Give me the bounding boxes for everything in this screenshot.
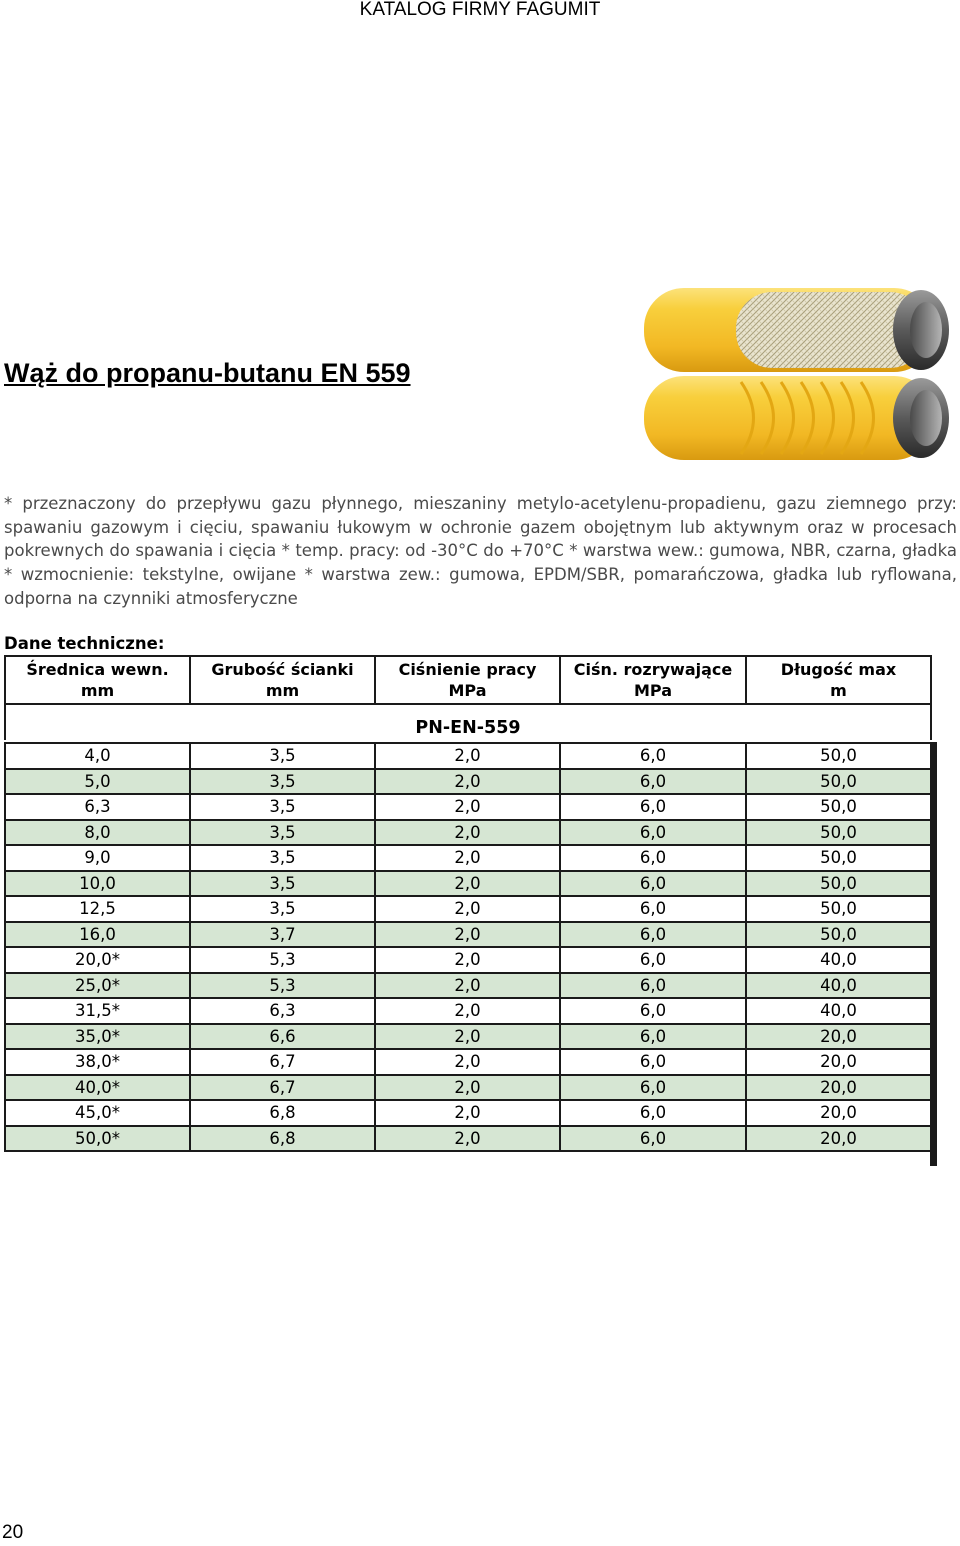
cell-max-length: 50,0 [746, 871, 931, 897]
cell-working-pressure: 2,0 [375, 1024, 560, 1050]
table-row [5, 896, 931, 922]
table-row [5, 1126, 931, 1152]
cell-working-pressure: 2,0 [375, 947, 560, 973]
cell-burst-pressure: 6,0 [560, 1024, 746, 1050]
cell-working-pressure: 2,0 [375, 922, 560, 948]
cell-wall-thickness: 6,8 [190, 1100, 375, 1126]
cell-max-length: 40,0 [746, 947, 931, 973]
cell-wall-thickness: 3,5 [190, 820, 375, 846]
cell-working-pressure: 2,0 [375, 1100, 560, 1126]
cell-max-length: 20,0 [746, 1075, 931, 1101]
catalog-header: KATALOG FIRMY FAGUMIT [359, 0, 601, 20]
cell-inner-diameter: 20,0* [5, 947, 190, 973]
table-row [5, 871, 931, 897]
cell-inner-diameter: 10,0 [5, 871, 190, 897]
cell-wall-thickness: 3,5 [190, 871, 375, 897]
hose-lower-shape [644, 376, 949, 460]
hose-upper-shape [644, 288, 949, 372]
cell-working-pressure: 2,0 [375, 794, 560, 820]
cell-working-pressure: 2,0 [375, 871, 560, 897]
cell-burst-pressure: 6,0 [560, 896, 746, 922]
column-header-inner-diameter: Średnica wewn. mm [5, 656, 190, 704]
cell-inner-diameter: 50,0* [5, 1126, 190, 1152]
cell-max-length: 40,0 [746, 973, 931, 999]
cell-working-pressure: 2,0 [375, 820, 560, 846]
cell-wall-thickness: 3,5 [190, 845, 375, 871]
cell-inner-diameter: 12,5 [5, 896, 190, 922]
cell-working-pressure: 2,0 [375, 896, 560, 922]
table-row [5, 743, 931, 769]
table-row [5, 998, 931, 1024]
technical-data-table [4, 655, 932, 1152]
cell-wall-thickness: 5,3 [190, 973, 375, 999]
column-header-burst-pressure: Ciśn. rozrywające MPa [560, 656, 746, 704]
cell-max-length: 50,0 [746, 896, 931, 922]
cell-burst-pressure: 6,0 [560, 769, 746, 795]
cell-inner-diameter: 45,0* [5, 1100, 190, 1126]
cell-working-pressure: 2,0 [375, 1049, 560, 1075]
cell-inner-diameter: 25,0* [5, 973, 190, 999]
cell-burst-pressure: 6,0 [560, 794, 746, 820]
cell-burst-pressure: 6,0 [560, 871, 746, 897]
table-shadow-edge [930, 742, 937, 1166]
page-number: 20 [2, 1522, 24, 1543]
column-header-wall-thickness: Grubość ścianki mm [190, 656, 375, 704]
cell-burst-pressure: 6,0 [560, 947, 746, 973]
cell-wall-thickness: 6,6 [190, 1024, 375, 1050]
cell-inner-diameter: 5,0 [5, 769, 190, 795]
cell-wall-thickness: 3,5 [190, 743, 375, 769]
cell-working-pressure: 2,0 [375, 998, 560, 1024]
cell-wall-thickness: 3,5 [190, 769, 375, 795]
table-row [5, 845, 931, 871]
rubber-hose-cross-section-illustration [636, 282, 958, 467]
cell-working-pressure: 2,0 [375, 1126, 560, 1152]
cell-max-length: 20,0 [746, 1100, 931, 1126]
cell-inner-diameter: 16,0 [5, 922, 190, 948]
cell-wall-thickness: 3,5 [190, 896, 375, 922]
cell-inner-diameter: 40,0* [5, 1075, 190, 1101]
cell-burst-pressure: 6,0 [560, 1100, 746, 1126]
cell-max-length: 50,0 [746, 794, 931, 820]
standard-row [5, 704, 931, 740]
table-row [5, 973, 931, 999]
cell-burst-pressure: 6,0 [560, 922, 746, 948]
cell-inner-diameter: 4,0 [5, 743, 190, 769]
cell-working-pressure: 2,0 [375, 769, 560, 795]
cell-inner-diameter: 31,5* [5, 998, 190, 1024]
product-description: * przeznaczony do przepływu gazu płynnego, mieszaniny metylo-acetylenu-propadienu, gazu ziemnego przy: spawaniu gazowym i cięciu, spawaniu łukowym w ochronie gazem obojętnym lub aktywnym oraz w procesach pokrewnych do spawania i cięcia * temp. pracy: od -30°C do +70°C * warstwa wew.: gumowa, NBR, czarna, gładka * wzmocnienie: tekstylne, owijane * warstwa zew.: gumowa, EPDM/SBR, pomarańczowa, gładka lub ryflowana, odporna na czynniki atmosferyczne [4, 494, 957, 608]
cell-working-pressure: 2,0 [375, 743, 560, 769]
standard-label: PN-EN-559 [5, 704, 931, 740]
table-row [5, 1075, 931, 1101]
cell-max-length: 50,0 [746, 922, 931, 948]
cell-burst-pressure: 6,0 [560, 1049, 746, 1075]
cell-max-length: 20,0 [746, 1049, 931, 1075]
table-row [5, 1024, 931, 1050]
table-header-row [5, 656, 931, 704]
technical-data-heading: Dane techniczne: [4, 634, 165, 653]
cell-burst-pressure: 6,0 [560, 1075, 746, 1101]
column-header-working-pressure: Ciśnienie pracy MPa [375, 656, 560, 704]
cell-wall-thickness: 3,5 [190, 794, 375, 820]
cell-burst-pressure: 6,0 [560, 973, 746, 999]
cell-wall-thickness: 6,8 [190, 1126, 375, 1152]
cell-wall-thickness: 3,7 [190, 922, 375, 948]
cell-wall-thickness: 5,3 [190, 947, 375, 973]
cell-max-length: 50,0 [746, 845, 931, 871]
cell-working-pressure: 2,0 [375, 973, 560, 999]
column-header-max-length: Długość max m [746, 656, 931, 704]
cell-wall-thickness: 6,3 [190, 998, 375, 1024]
cell-max-length: 20,0 [746, 1024, 931, 1050]
cell-wall-thickness: 6,7 [190, 1049, 375, 1075]
cell-burst-pressure: 6,0 [560, 820, 746, 846]
product-title: Wąż do propanu-butanu EN 559 [4, 358, 411, 388]
cell-max-length: 50,0 [746, 743, 931, 769]
cell-max-length: 40,0 [746, 998, 931, 1024]
cell-burst-pressure: 6,0 [560, 998, 746, 1024]
cell-burst-pressure: 6,0 [560, 743, 746, 769]
cell-inner-diameter: 35,0* [5, 1024, 190, 1050]
table-row [5, 820, 931, 846]
cell-max-length: 50,0 [746, 769, 931, 795]
cell-working-pressure: 2,0 [375, 845, 560, 871]
table-row [5, 1100, 931, 1126]
cell-inner-diameter: 6,3 [5, 794, 190, 820]
table-row [5, 794, 931, 820]
table-row [5, 947, 931, 973]
cell-burst-pressure: 6,0 [560, 845, 746, 871]
cell-working-pressure: 2,0 [375, 1075, 560, 1101]
cell-burst-pressure: 6,0 [560, 1126, 746, 1152]
table-row [5, 922, 931, 948]
cell-max-length: 20,0 [746, 1126, 931, 1152]
table-row [5, 769, 931, 795]
cell-inner-diameter: 38,0* [5, 1049, 190, 1075]
table-row [5, 1049, 931, 1075]
cell-wall-thickness: 6,7 [190, 1075, 375, 1101]
cell-max-length: 50,0 [746, 820, 931, 846]
cell-inner-diameter: 8,0 [5, 820, 190, 846]
cell-inner-diameter: 9,0 [5, 845, 190, 871]
